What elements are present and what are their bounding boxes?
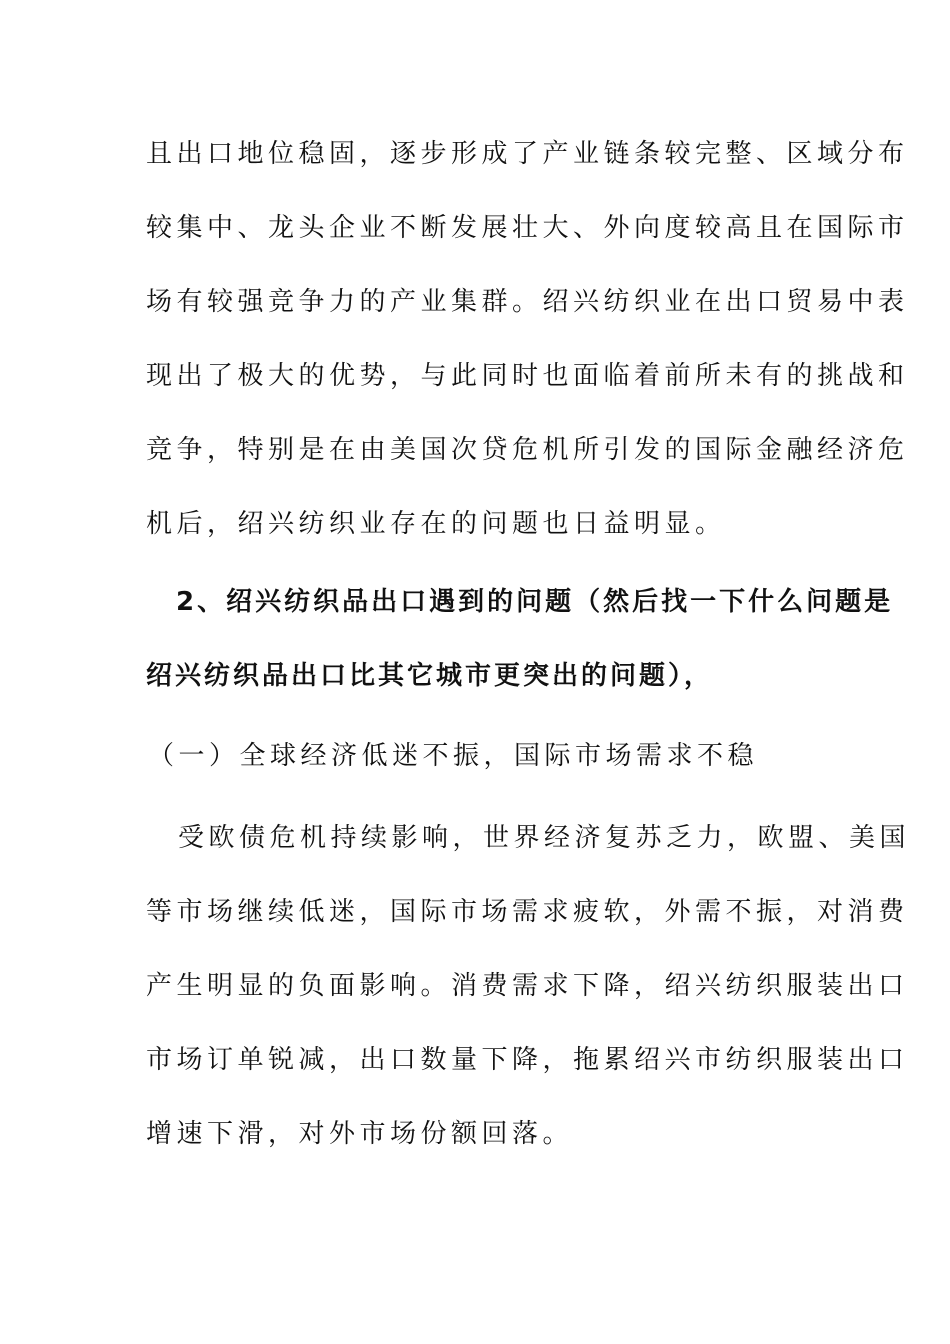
paragraph-1-line-6: 机后，绍兴纺织业存在的问题也日益明显。 xyxy=(146,509,726,539)
paragraph-2-line-5: 增速下滑，对外市场份额回落。 xyxy=(146,1119,574,1149)
paragraph-1-line-3: 场有较强竞争力的产业集群。绍兴纺织业在出口贸易中表 xyxy=(146,287,909,317)
paragraph-1-line-5: 竞争，特别是在由美国次贷危机所引发的国际金融经济危 xyxy=(146,435,909,465)
section-heading-line-2: 绍兴纺织品出口比其它城市更突出的问题）， xyxy=(146,661,714,691)
paragraph-2-line-4: 市场订单锐减，出口数量下降，拖累绍兴市纺织服装出口 xyxy=(146,1045,909,1075)
paragraph-1-line-4: 现出了极大的优势，与此同时也面临着前所未有的挑战和 xyxy=(146,361,909,391)
section-heading-line-1: 2、绍兴纺织品出口遇到的问题（然后找一下什么问题是 xyxy=(176,587,894,617)
paragraph-2-line-3: 产生明显的负面影响。消费需求下降，绍兴纺织服装出口 xyxy=(146,971,909,1001)
paragraph-2-line-2: 等市场继续低迷，国际市场需求疲软，外需不振，对消费 xyxy=(146,897,909,927)
paragraph-2-line-1: 受欧债危机持续影响，世界经济复苏乏力，欧盟、美国 xyxy=(178,823,911,853)
paragraph-1-line-1: 且出口地位稳固，逐步形成了产业链条较完整、区域分布 xyxy=(146,139,909,169)
subheading: （一）全球经济低迷不振，国际市场需求不稳 xyxy=(148,741,759,771)
paragraph-1-line-2: 较集中、龙头企业不断发展壮大、外向度较高且在国际市 xyxy=(146,213,909,243)
